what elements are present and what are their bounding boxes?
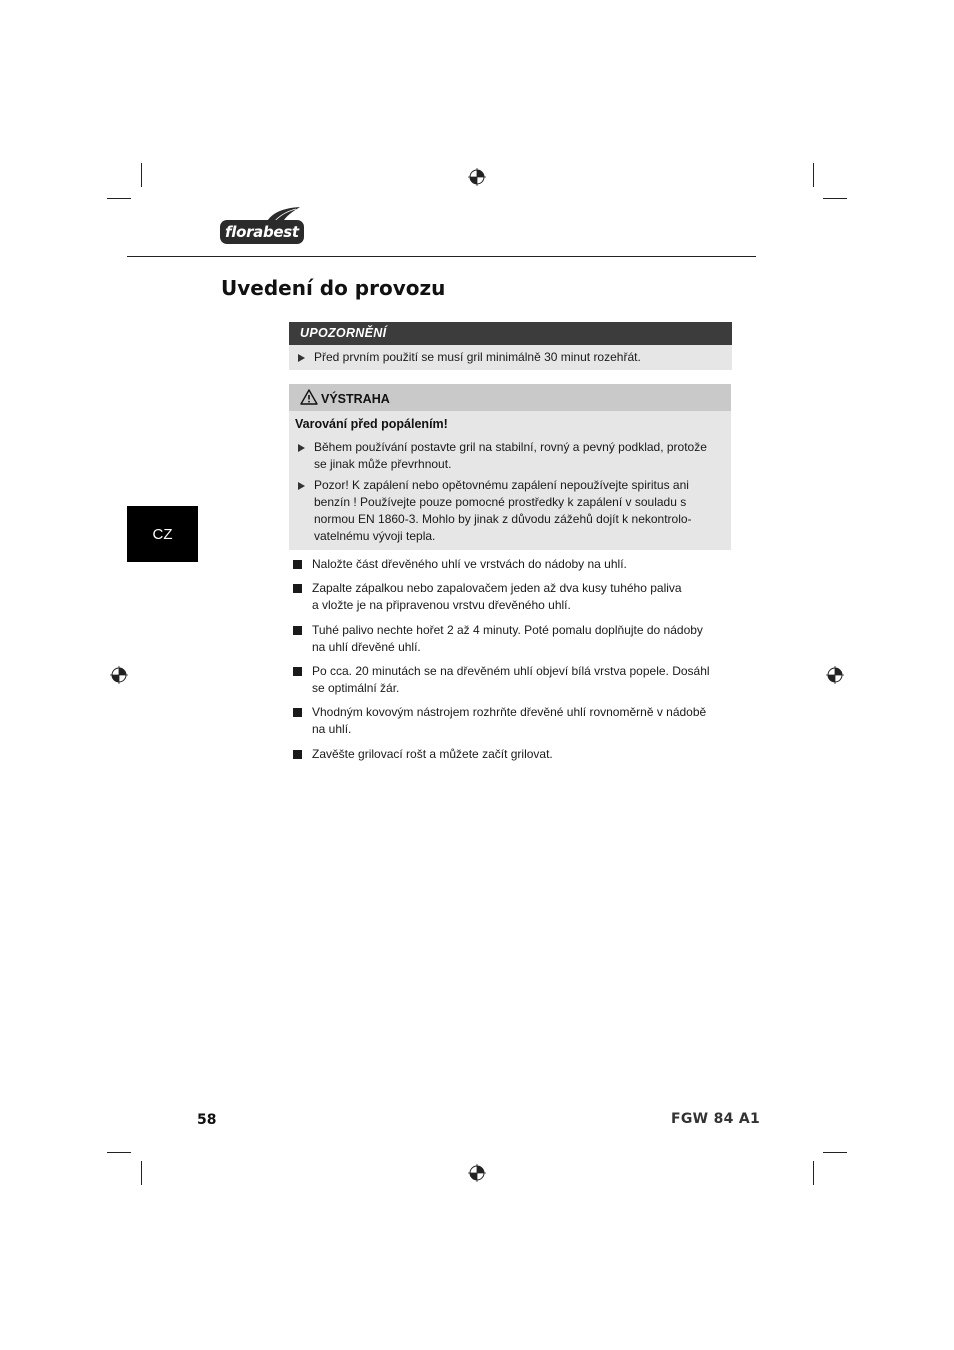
list-item	[312, 663, 710, 697]
page-title: Uvedení do provozu	[221, 276, 446, 300]
crop-mark	[107, 198, 131, 199]
warning-item-line: vatelnému vývoji tepla.	[314, 529, 436, 543]
warning-body	[289, 411, 731, 550]
warning-item	[314, 477, 692, 545]
notice-header	[289, 322, 732, 345]
crop-mark	[823, 198, 847, 199]
crop-mark	[813, 1161, 814, 1185]
square-bullet-icon	[293, 667, 302, 676]
warning-item-line: se jinak může převrhnout.	[314, 457, 452, 471]
square-bullet-icon	[293, 584, 302, 593]
list-item-line: Vhodným kovovým nástrojem rozhrňte dřevěné uhlí rovnoměrně v nádobě	[312, 705, 707, 719]
warning-item	[314, 439, 707, 473]
crop-mark	[141, 163, 142, 187]
notice-item: Před prvním použití se musí gril minimálně 30 minut rozehřát.	[314, 350, 641, 364]
registration-target-icon	[826, 666, 844, 684]
crop-mark	[141, 1161, 142, 1185]
warning-item-line: benzín ! Používejte pouze pomocné prostředky k zapálení v souladu s	[314, 495, 687, 509]
warning-triangle-icon	[300, 389, 318, 405]
brand-logo	[220, 206, 306, 246]
arrow-bullet-icon	[298, 354, 305, 362]
list-item	[312, 580, 682, 614]
page-number: 58	[197, 1112, 217, 1128]
registration-target-icon	[468, 1164, 486, 1182]
list-item	[312, 704, 706, 738]
registration-target-icon	[110, 666, 128, 684]
square-bullet-icon	[293, 708, 302, 717]
warning-item-line: Během používání postavte gril na stabilní, rovný a pevný podklad, protože	[314, 440, 707, 454]
warning-label: VÝSTRAHA	[321, 392, 390, 406]
registration-target-icon	[468, 168, 486, 186]
language-tab-label: CZ	[152, 525, 173, 543]
square-bullet-icon	[293, 750, 302, 759]
list-item-line: Tuhé palivo nechte hořet 2 až 4 minuty. Poté pomalu doplňujte do nádoby	[312, 623, 703, 637]
list-item-line: na uhlí.	[312, 722, 352, 736]
square-bullet-icon	[293, 560, 302, 569]
arrow-bullet-icon	[298, 444, 305, 452]
model-number: FGW 84 A1	[671, 1111, 761, 1127]
language-tab	[127, 506, 198, 562]
crop-mark	[107, 1152, 131, 1153]
warning-item-line: Pozor! K zapálení nebo opětovnému zapálení nepoužívejte spiritus ani	[314, 478, 689, 492]
list-item-line: Po cca. 20 minutách se na dřevěném uhlí objeví bílá vrstva popele. Dosáhl	[312, 664, 710, 678]
warning-title: Varování před popálením!	[295, 417, 448, 431]
crop-mark	[813, 163, 814, 187]
list-item-line: a vložte je na připravenou vrstvu dřevěného uhlí.	[312, 598, 571, 612]
list-item	[312, 556, 627, 573]
header-rule	[127, 256, 756, 257]
list-item-line: Naložte část dřevěného uhlí ve vrstvách do nádoby na uhlí.	[312, 557, 627, 571]
notice-body	[289, 345, 732, 370]
square-bullet-icon	[293, 626, 302, 635]
crop-mark	[823, 1152, 847, 1153]
list-item	[312, 746, 553, 763]
list-item-line: na uhlí dřevěné uhlí.	[312, 640, 421, 654]
list-item-line: Zavěšte grilovací rošt a můžete začít grilovat.	[312, 747, 553, 761]
arrow-bullet-icon	[298, 482, 305, 490]
list-item	[312, 622, 703, 656]
list-item-line: se optimální žár.	[312, 681, 400, 695]
warning-header	[289, 384, 731, 411]
logo-text: florabest	[225, 223, 299, 241]
notice-label: UPOZORNĚNÍ	[300, 326, 387, 340]
warning-item-line: normou EN 1860-3. Mohlo by jinak z důvodu zážehů dojít k nekontrolo-	[314, 512, 692, 526]
list-item-line: Zapalte zápalkou nebo zapalovačem jeden až dva kusy tuhého paliva	[312, 581, 682, 595]
